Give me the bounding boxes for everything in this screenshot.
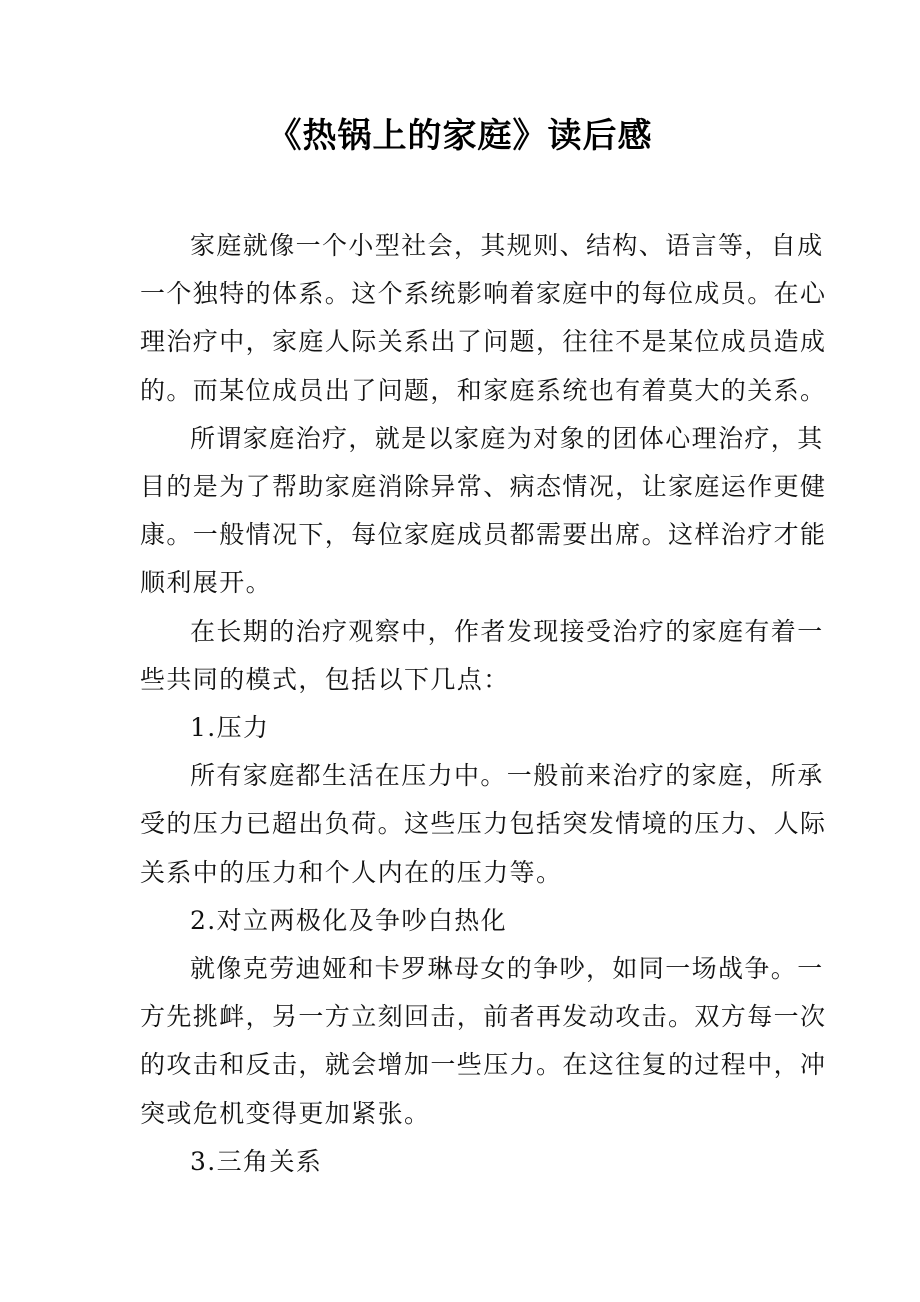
paragraph-pressure — [140, 752, 827, 897]
text-line: 突或危机变得更加紧张。 — [140, 1098, 431, 1128]
heading-text: 2.对立两极化及争吵白热化 — [190, 905, 508, 935]
text-line: 些共同的模式，包括以下几点： — [140, 664, 510, 694]
text-line: 在长期的治疗观察中，作者发现接受治疗的家庭有着一 — [190, 616, 824, 646]
text-line: 理治疗中，家庭人际关系出了问题，往往不是某位成员造成 — [140, 327, 827, 357]
text-line: 方先挑衅，另一方立刻回击，前者再发动攻击。双方每一次 — [140, 1002, 827, 1032]
heading-text: 3.三角关系 — [190, 1146, 323, 1176]
text-line: 就像克劳迪娅和卡罗琳母女的争吵，如同一场战争。一 — [190, 954, 824, 984]
document-title: 《热锅上的家庭》读后感 — [267, 116, 653, 156]
text-line: 关系中的压力和个人内在的压力等。 — [140, 857, 563, 887]
heading-text: 1.压力 — [190, 713, 270, 743]
text-line: 目的是为了帮助家庭消除异常、病态情况，让家庭运作更健 — [140, 472, 827, 502]
text-line: 所谓家庭治疗，就是以家庭为对象的团体心理治疗，其 — [190, 423, 824, 453]
text-line: 的。而某位成员出了问题，和家庭系统也有着莫大的关系。 — [140, 375, 827, 405]
paragraph-intro — [140, 222, 827, 415]
document-body — [140, 222, 827, 1186]
paragraph-polarization — [140, 945, 827, 1138]
text-line: 一个独特的体系。这个系统影响着家庭中的每位成员。在心 — [140, 279, 827, 309]
text-line: 康。一般情况下，每位家庭成员都需要出席。这样治疗才能 — [140, 520, 827, 550]
paragraph-common-patterns — [140, 608, 824, 704]
section-heading-polarization — [140, 897, 782, 945]
paragraph-family-therapy — [140, 415, 827, 608]
text-line: 受的压力已超出负荷。这些压力包括突发情境的压力、人际 — [140, 809, 827, 839]
text-line: 家庭就像一个小型社会，其规则、结构、语言等，自成 — [190, 231, 824, 260]
text-line: 所有家庭都生活在压力中。一般前来治疗的家庭，所承 — [190, 761, 824, 791]
text-line: 顺利展开。 — [140, 568, 273, 598]
section-heading-pressure — [140, 704, 782, 752]
section-heading-triangle — [140, 1138, 782, 1186]
text-line: 的攻击和反击，就会增加一些压力。在这往复的过程中，冲 — [140, 1050, 827, 1080]
